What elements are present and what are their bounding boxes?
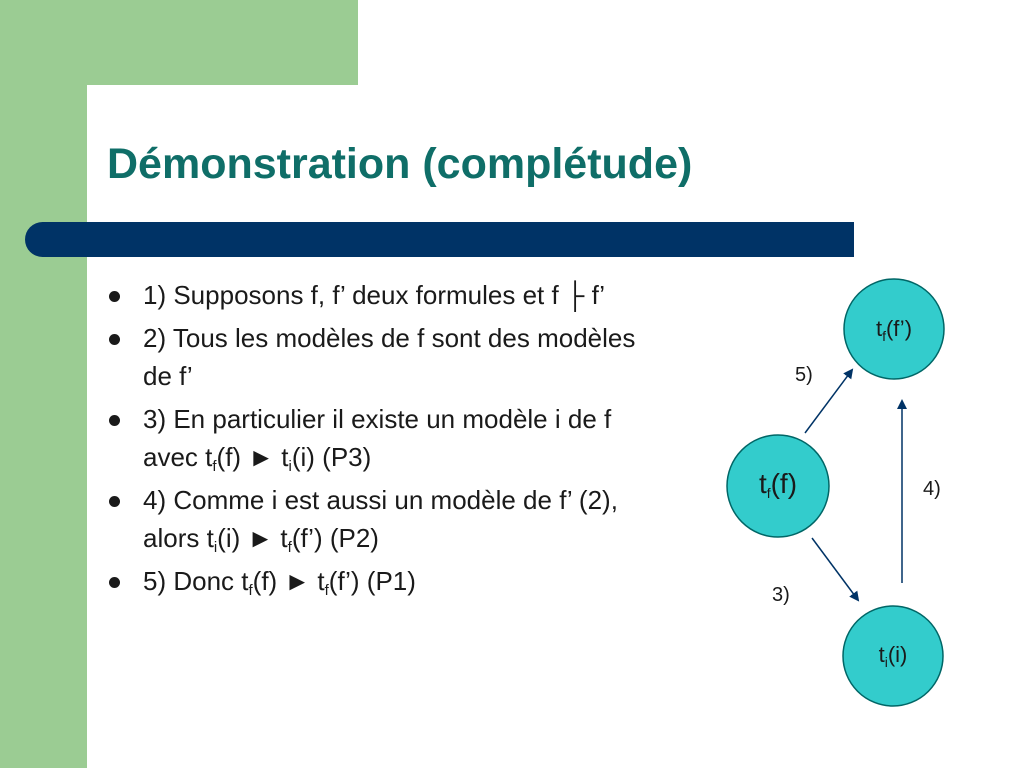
edge-label-5: 5) [795, 364, 813, 386]
node-tf-f-label: $t_f(f)$ [758, 468, 798, 501]
node-ti-i-label: $t_i(i)$ [878, 642, 908, 670]
bullet-text-1: 1) Supposons f, f’ deux formules et f ├ f’ [143, 280, 606, 310]
bullet-text-3: 3) En particulier il existe un modèle i de f avec $t_f(f)$ ► $t_i(i)$ (P3) [143, 404, 612, 475]
edge-label-4: 4) [923, 478, 941, 500]
arrow-edge-3 [812, 538, 858, 600]
edge-label-3: 3) [772, 584, 790, 606]
bullet-text-5: 5) Donc $t_f(f)$ ► $t_f(f’)$ (P1) [143, 566, 416, 599]
node-tf-fprime-label: $t_f(f’)$ [875, 316, 913, 344]
bullet-text-2: 2) Tous les modèles de f sont des modèles de f’ [143, 323, 636, 391]
slide-title: Démonstration (complétude) [107, 140, 693, 188]
bullet-text-4: 4) Comme i est aussi un modèle de f’ (2), alors $t_i(i)$ ► $t_f(f’)$ (P2) [143, 485, 618, 556]
